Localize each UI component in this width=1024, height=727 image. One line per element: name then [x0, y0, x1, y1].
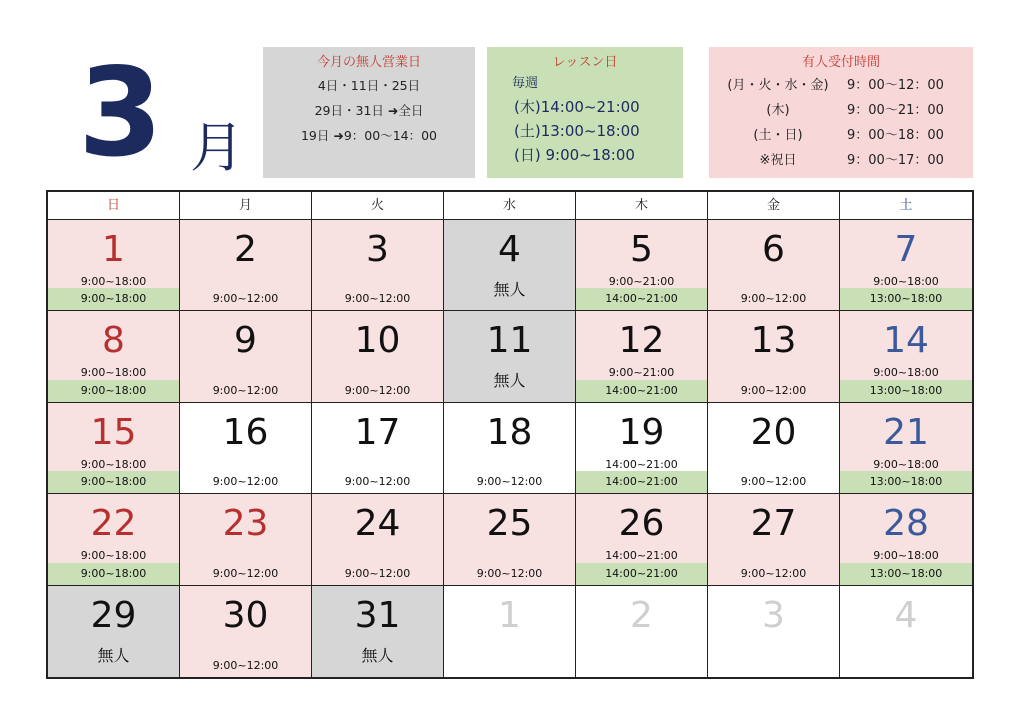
day-number: 23: [222, 503, 269, 545]
day-number: 11: [486, 320, 533, 362]
staffed-days: ※祝日: [759, 153, 797, 168]
reception-hours-text: 9:00~12:00: [344, 383, 411, 397]
reception-hours-text: 9:00~12:00: [212, 383, 279, 397]
lesson-line: (木)14:00~21:00: [514, 98, 640, 116]
calendar-day-cell: [708, 403, 840, 494]
calendar-day-cell: [180, 403, 312, 494]
calendar-day-cell: [180, 220, 312, 311]
reception-hours-text: 9:00~12:00: [740, 292, 807, 306]
calendar-day-cell: [840, 311, 972, 402]
calendar-day-cell: [48, 586, 180, 677]
lesson-hours-bar: 14:00~21:00: [576, 471, 707, 493]
calendar-day-cell: [840, 220, 972, 311]
staffed-hours-title: 有人受付時間: [801, 55, 880, 70]
day-number: 22: [90, 503, 137, 545]
weekday-header-wed: 水: [444, 192, 576, 220]
calendar-day-cell: [444, 403, 576, 494]
reception-hours-text: 9:00~12:00: [344, 566, 411, 580]
lesson-line: (日) 9:00~18:00: [514, 146, 635, 164]
calendar-grid: [46, 190, 974, 679]
month-number: 3: [78, 42, 163, 184]
day-number: 29: [90, 594, 137, 636]
staffed-hours-text: 9:00~18:00: [80, 457, 147, 471]
calendar-day-cell: [708, 586, 840, 677]
unmanned-line: 4日・11日・25日: [317, 78, 421, 93]
unmanned-days-title: 今月の無人営業日: [316, 55, 421, 70]
lesson-hours-bar: 14:00~21:00: [576, 288, 707, 310]
staffed-hours-text: 9:00~18:00: [80, 275, 147, 288]
calendar-day-cell: [180, 494, 312, 585]
reception-hours-text: 9:00~12:00: [212, 475, 279, 489]
unmanned-line: 19日 ➜9：00～14：00: [300, 128, 438, 143]
lesson-hours-bar: 14:00~21:00: [576, 380, 707, 402]
staffed-time: 9：00～18：00: [847, 128, 944, 143]
weekday-header-sun: 日: [48, 192, 180, 220]
unmanned-label: 無人: [97, 645, 130, 665]
staffed-hours-text: 9:00~18:00: [80, 549, 147, 563]
calendar-day-cell: [840, 586, 972, 677]
day-number: 8: [102, 320, 125, 362]
day-number: 18: [486, 411, 533, 453]
staffed-hours-row: [709, 73, 973, 98]
calendar-day-cell: [312, 311, 444, 402]
calendar-day-cell: [48, 494, 180, 585]
staffed-hours-row: [709, 123, 973, 148]
day-number: 30: [222, 594, 269, 636]
day-number: 3: [762, 594, 785, 636]
unmanned-label: 無人: [361, 645, 394, 665]
staffed-hours-text: 14:00~21:00: [605, 457, 678, 471]
day-number: 15: [90, 411, 137, 453]
reception-hours-text: 9:00~12:00: [740, 475, 807, 489]
day-number: 5: [630, 229, 653, 270]
month-unit: 月: [190, 116, 244, 179]
calendar-day-cell: [48, 311, 180, 402]
staffed-days: (月・火・水・金): [727, 78, 829, 93]
day-number: 28: [883, 503, 929, 545]
unmanned-days-box: [263, 47, 475, 178]
staffed-hours-text: 9:00~18:00: [873, 275, 939, 288]
calendar-day-cell: [444, 586, 576, 677]
reception-hours-text: 9:00~12:00: [476, 566, 543, 580]
lesson-line: 毎週: [512, 76, 539, 91]
staffed-hours-text: 9:00~21:00: [608, 275, 675, 288]
day-number: 4: [498, 229, 521, 270]
weekday-header-tue: 火: [312, 192, 444, 220]
calendar-day-cell: [708, 311, 840, 402]
staffed-hours-text: 14:00~21:00: [605, 549, 678, 563]
reception-hours-text: 9:00~12:00: [212, 566, 279, 580]
day-number: 16: [222, 411, 269, 453]
unmanned-label: 無人: [493, 280, 526, 299]
reception-hours-text: 9:00~12:00: [476, 475, 543, 489]
lesson-hours-bar: 13:00~18:00: [840, 288, 972, 310]
day-number: 14: [883, 320, 929, 362]
calendar-day-cell: [444, 220, 576, 311]
calendar-day-cell: [708, 494, 840, 585]
staffed-time: 9：00～17：00: [847, 153, 944, 168]
staffed-time: 9：00～12：00: [847, 78, 944, 93]
day-number: 12: [618, 320, 665, 362]
day-number: 27: [750, 503, 797, 545]
day-number: 17: [354, 411, 401, 453]
day-number: 2: [630, 594, 653, 636]
calendar-day-cell: [576, 311, 708, 402]
day-number: 7: [894, 229, 918, 270]
staffed-hours-row: [709, 98, 973, 123]
staffed-hours-text: 9:00~18:00: [873, 366, 939, 380]
lesson-hours-bar: 14:00~21:00: [576, 563, 707, 585]
reception-hours-text: 9:00~12:00: [740, 566, 807, 580]
calendar-day-cell: [576, 494, 708, 585]
staffed-hours-text: 9:00~18:00: [80, 366, 147, 380]
reception-hours-text: 9:00~12:00: [344, 292, 411, 306]
calendar-day-cell: [576, 586, 708, 677]
calendar-day-cell: [576, 220, 708, 311]
lesson-hours-bar: 9:00~18:00: [48, 563, 179, 585]
calendar-day-cell: [312, 403, 444, 494]
day-number: 10: [354, 320, 401, 362]
day-number: 19: [618, 411, 665, 453]
unmanned-line: 29日・31日 ➜全日: [314, 103, 424, 118]
calendar-day-cell: [48, 403, 180, 494]
day-number: 1: [102, 229, 125, 270]
lesson-hours-bar: 9:00~18:00: [48, 288, 179, 310]
staffed-hours-text: 9:00~18:00: [873, 549, 939, 563]
calendar-day-cell: [840, 494, 972, 585]
day-number: 1: [498, 594, 521, 636]
calendar-day-cell: [312, 586, 444, 677]
day-number: 31: [354, 594, 401, 636]
weekday-header-sat: 土: [840, 192, 972, 220]
calendar-day-cell: [576, 403, 708, 494]
calendar-day-cell: [312, 494, 444, 585]
staffed-hours-row: [709, 148, 973, 173]
lesson-hours-bar: 13:00~18:00: [840, 380, 972, 402]
day-number: 13: [750, 320, 797, 362]
calendar-day-cell: [708, 220, 840, 311]
staffed-hours-text: 9:00~21:00: [608, 366, 675, 380]
staffed-days: (木): [766, 103, 790, 118]
day-number: 9: [234, 320, 257, 362]
reception-hours-text: 9:00~12:00: [212, 292, 279, 306]
calendar-day-cell: [444, 494, 576, 585]
lesson-days-title: レッスン日: [552, 55, 618, 70]
reception-hours-text: 9:00~12:00: [344, 475, 411, 489]
unmanned-label: 無人: [493, 371, 526, 391]
lesson-hours-bar: 9:00~18:00: [48, 380, 179, 402]
day-number: 26: [618, 503, 665, 545]
lesson-hours-bar: 9:00~18:00: [48, 471, 179, 493]
staffed-days: (土・日): [753, 128, 803, 143]
lesson-days-box: [487, 47, 683, 178]
staffed-hours-box: [709, 47, 973, 178]
weekday-header-fri: 金: [708, 192, 840, 220]
calendar-day-cell: [48, 220, 180, 311]
reception-hours-text: 9:00~12:00: [740, 383, 807, 397]
lesson-line: (土)13:00~18:00: [514, 122, 640, 140]
day-number: 21: [883, 411, 929, 453]
staffed-time: 9：00～21：00: [847, 103, 944, 118]
calendar-day-cell: [180, 311, 312, 402]
calendar-day-cell: [444, 311, 576, 402]
day-number: 20: [750, 411, 797, 453]
day-number: 25: [486, 503, 533, 545]
lesson-hours-bar: 13:00~18:00: [840, 471, 972, 493]
weekday-header-thu: 木: [576, 192, 708, 220]
calendar-day-cell: [180, 586, 312, 677]
calendar-day-cell: [312, 220, 444, 311]
staffed-hours-text: 9:00~18:00: [873, 457, 939, 471]
calendar-day-cell: [840, 403, 972, 494]
day-number: 6: [762, 229, 785, 270]
day-number: 3: [366, 229, 389, 270]
day-number: 2: [234, 229, 257, 270]
day-number: 4: [894, 594, 918, 636]
day-number: 24: [354, 503, 401, 545]
lesson-hours-bar: 13:00~18:00: [840, 563, 972, 585]
reception-hours-text: 9:00~12:00: [212, 659, 279, 672]
weekday-header-mon: 月: [180, 192, 312, 220]
